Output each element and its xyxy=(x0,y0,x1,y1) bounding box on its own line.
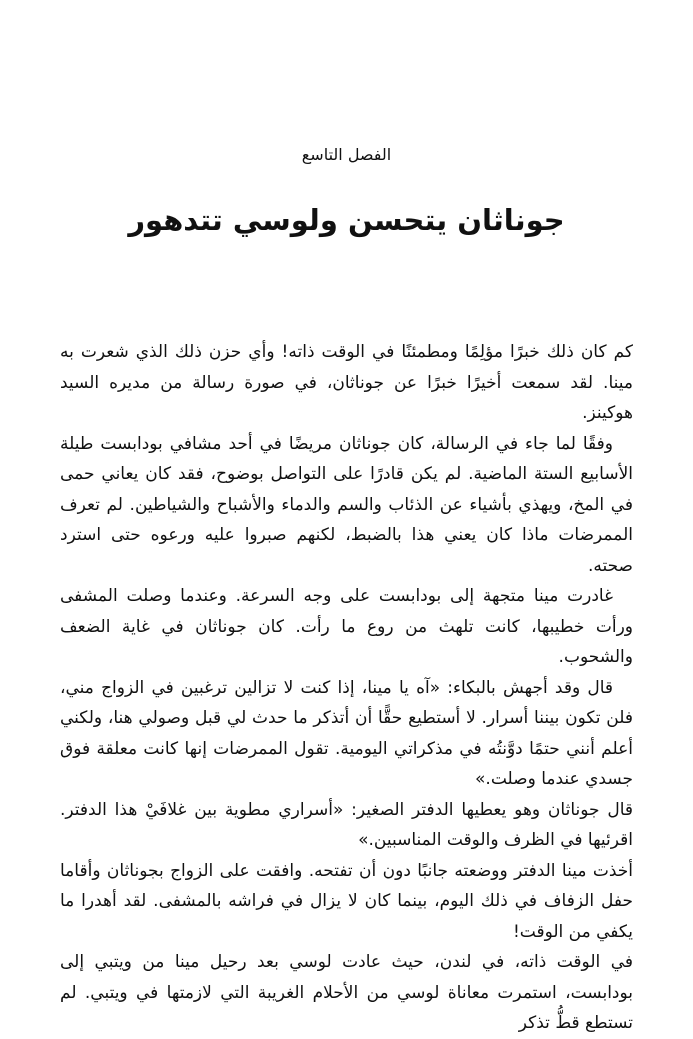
chapter-body xyxy=(60,337,633,1039)
chapter-title: جوناثان يتحسن ولوسي تتدهور xyxy=(128,203,565,237)
chapter-number: الفصل التاسع xyxy=(301,145,392,164)
paragraph: قال جوناثان وهو يعطيها الدفتر الصغير: «أسراري مطوية بين غلافَيْ هذا الدفتر. اقرئيها في الظرف والوقت المناسبين.» xyxy=(60,799,633,850)
paragraph: وفقًا لما جاء في الرسالة، كان جوناثان مريضًا في أحد مشافي بودابست طيلة الأسابيع الستة الماضية. لم يكن قادرًا على التواصل بوضوح، فقد كان يعاني حمى في المخ، ويهذي بأشياء عن الذئاب والسم والدماء والأشباح والشياطين. لم تعرف الممرضات ماذا كان يعني هذا بالضبط، لكنهم صبروا عليه ورعوه حتى استرد صحته. xyxy=(60,433,633,576)
paragraph: غادرت مينا متجهة إلى بودابست على وجه السرعة. وعندما وصلت المشفى ورأت خطيبها، كانت تلهث من روع ما رأت. كان جوناثان في غاية الضعف والشحوب. xyxy=(60,586,633,667)
paragraph: أخذت مينا الدفتر ووضعته جانبًا دون أن تفتحه. وافقت على الزواج بجوناثان وأقاما حفل الزفاف في ذلك اليوم، بينما كان لا يزال في فراشه بالمشفى. لقد أهدرا ما يكفي من الوقت! xyxy=(60,860,633,942)
paragraph: في الوقت ذاته، في لندن، حيث عادت لوسي بعد رحيل مينا من ويتبي إلى بودابست، استمرت معاناة لوسي من الأحلام الغريبة التي لازمتها في ويتبي. لم تستطع قطُّ تذكر xyxy=(60,952,633,1033)
paragraph: قال وقد أجهش بالبكاء: «آه يا مينا، إذا كنت لا تزالين ترغبين في الزواج مني، فلن تكون بيننا أسرار. لا أستطيع حقًّا أن أتذكر ما حدث لي قبل وصولي هنا، ولكني أعلم أنني حتمًا دوَّنتُه في مذكراتي اليومية. تقول الممرضات إنها كانت معلقة فوق جسدي عندما وصلت.» xyxy=(60,677,633,789)
paragraph: كم كان ذلك خبرًا مؤلِمًا ومطمئنًا في الوقت ذاته! وأي حزن ذلك الذي شعرت به مينا. لقد سمعت أخيرًا خبرًا عن جوناثان، في صورة رسالة من مديره السيد هوكينز. xyxy=(60,342,633,423)
